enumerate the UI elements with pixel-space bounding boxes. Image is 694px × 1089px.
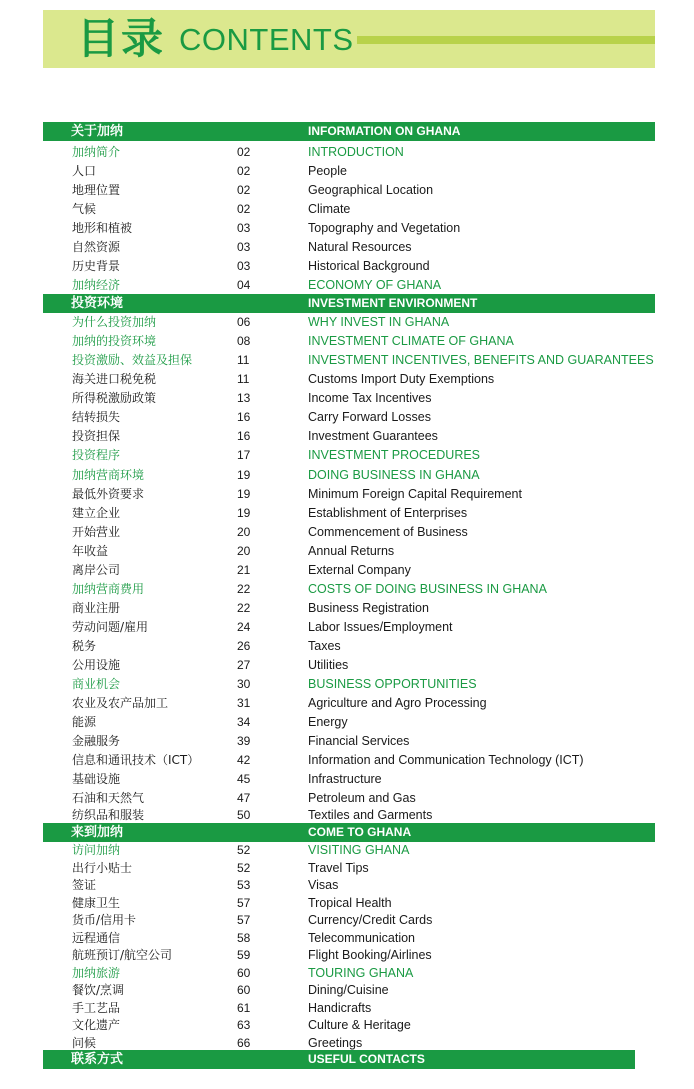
entry-title-en: Travel Tips (308, 861, 369, 875)
entry-page-number: 53 (237, 878, 251, 892)
entry-page-number: 04 (237, 278, 251, 292)
entry-title-en: Investment Guarantees (308, 429, 438, 443)
entry-title-en: Greetings (308, 1036, 363, 1050)
entry-title-en: Labor Issues/Employment (308, 620, 453, 634)
entry-title-en: Establishment of Enterprises (308, 506, 468, 520)
entry-title-zh: 手工艺品 (72, 1001, 121, 1015)
entry-page-number: 27 (237, 658, 251, 672)
toc-entry (0, 162, 694, 181)
entry-page-number: 03 (237, 221, 251, 235)
toc-entry (0, 770, 694, 789)
entry-title-zh: 投资担保 (72, 429, 121, 443)
contents-title-en: CONTENTS (179, 22, 354, 57)
toc-entry (0, 599, 694, 618)
toc-entry (0, 713, 694, 732)
entry-title-en: Currency/Credit Cards (308, 913, 433, 927)
toc-entry (0, 313, 694, 332)
entry-title-zh: 远程通信 (72, 931, 121, 945)
entry-title-en: COSTS OF DOING BUSINESS IN GHANA (308, 582, 547, 596)
entry-title-zh: 最低外资要求 (72, 487, 145, 501)
entry-page-number: 63 (237, 1018, 251, 1032)
entry-title-zh: 海关进口税免税 (72, 372, 157, 386)
entry-title-zh: 开始营业 (72, 525, 121, 539)
entry-title-zh: 结转损失 (72, 410, 121, 424)
entry-title-en: Topography and Vegetation (308, 221, 461, 235)
entry-title-zh: 信息和通讯技术（ICT） (72, 753, 200, 767)
entry-page-number: 30 (237, 677, 251, 691)
entry-title-en: Textiles and Garments (308, 808, 433, 822)
entry-title-en: VISITING GHANA (308, 843, 410, 857)
entry-title-zh: 商业注册 (72, 601, 121, 615)
entry-title-en: Customs Import Duty Exemptions (308, 372, 495, 386)
entry-title-en: Taxes (308, 639, 341, 653)
entry-title-zh: 为什么投资加纳 (72, 315, 157, 329)
section-title-zh: 联系方式 (71, 1052, 124, 1067)
toc-entry (0, 408, 694, 427)
toc-entry (0, 200, 694, 219)
entry-title-zh: 加纳旅游 (72, 966, 121, 980)
entry-title-zh: 加纳的投资环境 (72, 334, 157, 348)
entry-title-en: WHY INVEST IN GHANA (308, 315, 450, 329)
entry-page-number: 16 (237, 429, 251, 443)
entry-title-zh: 离岸公司 (72, 563, 121, 577)
section-header (43, 294, 655, 313)
entry-page-number: 02 (237, 202, 251, 216)
toc-entry (0, 370, 694, 389)
entry-page-number: 22 (237, 601, 251, 615)
toc-entry (0, 523, 694, 542)
entry-title-en: People (308, 164, 347, 178)
section-title-zh: 投资环境 (71, 296, 124, 311)
section-title-en: USEFUL CONTACTS (308, 1052, 425, 1066)
toc-entry (0, 504, 694, 523)
entry-title-zh: 加纳简介 (72, 145, 121, 159)
entry-title-zh: 石油和天然气 (72, 791, 145, 805)
entry-page-number: 03 (237, 240, 251, 254)
section-header (43, 122, 655, 141)
entry-page-number: 20 (237, 525, 251, 539)
entry-page-number: 03 (237, 259, 251, 273)
section-header (43, 1050, 635, 1069)
entry-title-zh: 签证 (72, 878, 97, 892)
entry-page-number: 21 (237, 563, 251, 577)
toc-entry (0, 542, 694, 561)
entry-title-en: ECONOMY OF GHANA (308, 278, 442, 292)
entry-title-zh: 基础设施 (72, 772, 121, 786)
entry-title-zh: 劳动问题/雇用 (72, 620, 149, 634)
entry-title-zh: 投资程序 (72, 448, 121, 462)
entry-page-number: 50 (237, 808, 251, 822)
section-title-en: INVESTMENT ENVIRONMENT (308, 296, 478, 310)
toc-entry (0, 181, 694, 200)
toc-entry (0, 694, 694, 713)
entry-page-number: 61 (237, 1001, 251, 1015)
entry-title-en: Flight Booking/Airlines (308, 948, 432, 962)
entry-title-zh: 加纳营商环境 (72, 468, 145, 482)
toc-entry (0, 427, 694, 446)
entry-title-zh: 投资激励、效益及担保 (72, 353, 193, 367)
entry-page-number: 19 (237, 487, 251, 501)
entry-title-en: Minimum Foreign Capital Requirement (308, 487, 522, 501)
toc-entry (0, 389, 694, 408)
entry-page-number: 42 (237, 753, 251, 767)
entry-page-number: 02 (237, 145, 251, 159)
entry-title-en: DOING BUSINESS IN GHANA (308, 468, 480, 482)
toc-entry (0, 656, 694, 675)
entry-title-en: Petroleum and Gas (308, 791, 416, 805)
entry-title-en: Visas (308, 878, 339, 892)
entry-title-en: Dining/Cuisine (308, 983, 389, 997)
entry-title-en: External Company (308, 563, 411, 577)
toc-entry (0, 841, 694, 860)
entry-page-number: 08 (237, 334, 251, 348)
entry-title-zh: 健康卫生 (72, 896, 121, 910)
entry-title-en: Geographical Location (308, 183, 434, 197)
entry-title-en: Annual Returns (308, 544, 395, 558)
entry-title-zh: 加纳营商费用 (72, 582, 145, 596)
entry-title-en: Carry Forward Losses (308, 410, 431, 424)
toc-entry (0, 485, 694, 504)
entry-title-en: Agriculture and Agro Processing (308, 696, 487, 710)
entry-title-en: Natural Resources (308, 240, 412, 254)
entry-title-en: BUSINESS OPPORTUNITIES (308, 677, 477, 691)
section-header (43, 823, 655, 842)
entry-title-en: INVESTMENT PROCEDURES (308, 448, 481, 462)
entry-title-en: Culture & Heritage (308, 1018, 411, 1032)
entry-page-number: 19 (237, 506, 251, 520)
entry-title-zh: 加纳经济 (72, 278, 121, 292)
entry-title-en: INVESTMENT INCENTIVES, BENEFITS AND GUARANTEES (308, 353, 654, 367)
entry-title-zh: 金融服务 (72, 734, 121, 748)
entry-page-number: 47 (237, 791, 251, 805)
contents-title-zh: 目录 (77, 14, 166, 63)
toc-entry (0, 257, 694, 276)
entry-title-en: Income Tax Incentives (308, 391, 432, 405)
toc-entry (0, 219, 694, 238)
entry-page-number: 06 (237, 315, 251, 329)
toc-entry (0, 276, 694, 295)
toc-entry (0, 981, 694, 1000)
entry-title-zh: 问候 (72, 1036, 97, 1050)
entry-page-number: 11 (237, 353, 250, 367)
entry-title-en: Business Registration (308, 601, 429, 615)
entry-title-zh: 人口 (72, 164, 97, 178)
entry-page-number: 02 (237, 183, 251, 197)
section-title-en: COME TO GHANA (308, 825, 412, 839)
entry-title-en: Tropical Health (308, 896, 392, 910)
toc-entry (0, 466, 694, 485)
toc-entry (0, 580, 694, 599)
section-title-en: INFORMATION ON GHANA (308, 124, 461, 138)
toc-entry (0, 238, 694, 257)
entry-page-number: 52 (237, 843, 251, 857)
entry-page-number: 19 (237, 468, 251, 482)
entry-title-zh: 访问加纳 (72, 843, 121, 857)
entry-page-number: 34 (237, 715, 251, 729)
entry-title-zh: 气候 (72, 202, 97, 216)
toc-entry (0, 751, 694, 770)
entry-title-en: Infrastructure (308, 772, 382, 786)
toc-entry (0, 332, 694, 351)
entry-page-number: 26 (237, 639, 251, 653)
entry-title-en: Historical Background (308, 259, 430, 273)
entry-title-zh: 公用设施 (72, 658, 121, 672)
entry-title-en: Utilities (308, 658, 349, 672)
entry-title-zh: 航班预订/航空公司 (72, 948, 173, 962)
entry-title-zh: 商业机会 (72, 677, 121, 691)
toc-entry (0, 1016, 694, 1035)
section-title-zh: 来到加纳 (71, 825, 124, 840)
entry-title-en: Climate (308, 202, 351, 216)
entry-title-zh: 农业及农产品加工 (72, 696, 169, 710)
entry-title-zh: 所得税激励政策 (72, 391, 157, 405)
toc-entry (0, 618, 694, 637)
entry-title-zh: 地理位置 (72, 183, 121, 197)
entry-title-en: INVESTMENT CLIMATE OF GHANA (308, 334, 514, 348)
entry-page-number: 22 (237, 582, 251, 596)
entry-page-number: 52 (237, 861, 251, 875)
toc-entry (0, 675, 694, 694)
toc-entry (0, 143, 694, 162)
entry-page-number: 17 (237, 448, 251, 462)
entry-title-en: Commencement of Business (308, 525, 468, 539)
toc-entry (0, 732, 694, 751)
entry-page-number: 39 (237, 734, 251, 748)
entry-page-number: 13 (237, 391, 251, 405)
entry-title-zh: 能源 (72, 715, 97, 729)
entry-page-number: 16 (237, 410, 251, 424)
section-title-zh: 关于加纳 (71, 124, 124, 139)
entry-title-zh: 地形和植被 (72, 221, 133, 235)
entry-title-zh: 纺织品和服装 (72, 808, 145, 822)
toc-entry (0, 561, 694, 580)
entry-title-zh: 建立企业 (72, 506, 121, 520)
entry-page-number: 60 (237, 966, 251, 980)
entry-page-number: 45 (237, 772, 251, 786)
entry-page-number: 24 (237, 620, 251, 634)
entry-title-zh: 餐饮/烹调 (72, 983, 125, 997)
entry-page-number: 20 (237, 544, 251, 558)
entry-page-number: 66 (237, 1036, 251, 1050)
entry-title-en: TOURING GHANA (308, 966, 414, 980)
entry-page-number: 59 (237, 948, 251, 962)
entry-page-number: 02 (237, 164, 251, 178)
entry-title-zh: 税务 (72, 639, 97, 653)
entry-title-en: Energy (308, 715, 348, 729)
entry-title-zh: 货币/信用卡 (72, 913, 137, 927)
toc-entry (0, 446, 694, 465)
entry-title-zh: 自然资源 (72, 240, 121, 254)
toc-entry (0, 637, 694, 656)
entry-page-number: 11 (237, 372, 250, 386)
entry-title-en: Financial Services (308, 734, 410, 748)
toc-entry (0, 876, 694, 895)
entry-title-zh: 年收益 (72, 544, 109, 558)
entry-page-number: 60 (237, 983, 251, 997)
entry-title-en: INTRODUCTION (308, 145, 404, 159)
entry-page-number: 58 (237, 931, 251, 945)
entry-title-zh: 文化遗产 (72, 1018, 121, 1032)
entry-page-number: 31 (237, 696, 251, 710)
entry-page-number: 57 (237, 913, 251, 927)
entry-title-en: Telecommunication (308, 931, 415, 945)
entry-title-en: Handicrafts (308, 1001, 372, 1015)
entry-page-number: 57 (237, 896, 251, 910)
toc-entry (0, 911, 694, 930)
toc-entry (0, 946, 694, 965)
toc-entry (0, 351, 694, 370)
entry-title-zh: 历史背景 (72, 259, 121, 273)
entry-title-en: Information and Communication Technology (ICT) (308, 753, 584, 767)
entry-title-zh: 出行小贴士 (72, 861, 133, 875)
